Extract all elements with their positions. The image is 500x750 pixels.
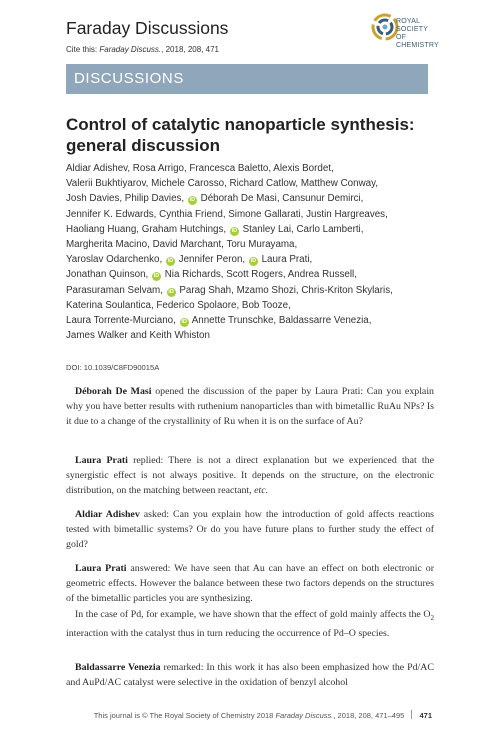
- paragraph-text: opened the discussion of the paper by Laura Prati: Can you explain why you have better results with ruthenium nanoparticles than with bimetallic RuAu NPs? Is it due to a change of the crystallinity of Ru when it is on the surface of Au?: [66, 386, 434, 428]
- author-line: Stanley Lai, Carlo Lamberti,: [239, 223, 364, 235]
- author-line: Déborah De Masi, Cansunur Demirci,: [197, 193, 364, 205]
- paragraph-text: remarked: In this work it has also been emphasized how the Pd/AC and AuPd/AC catalyst were selective in the oxidation of benzyl alcohol: [66, 662, 434, 689]
- author-line: Josh Davies, Philip Davies,: [66, 193, 185, 205]
- paragraph-etc: etc.: [254, 485, 269, 497]
- paragraph-4: [66, 561, 434, 641]
- paragraph-text: In the case of Pd, for example, we have shown that the effect of gold mainly affects the O: [75, 608, 431, 620]
- author-line: Laura Torrente-Murciano,: [66, 315, 176, 327]
- footer-journal: Faraday Discuss.: [275, 711, 334, 720]
- orcid-icon[interactable]: iD: [181, 319, 187, 326]
- footer-divider: [411, 710, 412, 719]
- rsc-logo-text: [396, 18, 439, 50]
- doi[interactable]: DOI: 10.1039/C8FD90015A: [66, 363, 160, 372]
- page-number: 471: [419, 711, 432, 720]
- footer-rest: , 2018, 208, 471–495: [333, 711, 405, 720]
- title-line-1: Control of catalytic nanoparticle synthesis:: [66, 115, 415, 134]
- title-line-2: general discussion: [66, 136, 220, 155]
- orcid-icon[interactable]: iD: [167, 258, 174, 265]
- rsc-logo-line1: ROYAL SOCIETY: [396, 18, 429, 33]
- author-line: Haoliang Huang, Graham Hutchings,: [66, 223, 227, 235]
- author-line: Jonathan Quinson,: [66, 269, 149, 281]
- author-list: [66, 161, 446, 343]
- rsc-logo-line2: OF CHEMISTRY: [396, 34, 439, 49]
- paragraph-3: [66, 507, 434, 553]
- orcid-icon[interactable]: iD: [168, 288, 174, 295]
- orcid-icon[interactable]: iD: [250, 258, 257, 265]
- author-line: James Walker and Keith Whiston: [66, 330, 210, 342]
- paragraph-text: answered: We have seen that Au can have an effect on both electronic or geometric effects. However the balance between these two factors depends on the structures of the bimetallic particles you are synthesizing.: [66, 563, 434, 605]
- paragraph-text: interaction with the catalyst thus in turn reducing the occurrence of Pd–O species.: [66, 627, 390, 639]
- author-line: Valerii Bukhtiyarov, Michele Carosso, Richard Catlow, Matthew Conway,: [66, 178, 378, 190]
- cite-prefix: Cite this:: [66, 45, 98, 54]
- orcid-icon[interactable]: iD: [231, 227, 238, 234]
- orcid-icon[interactable]: iD: [153, 273, 160, 280]
- author-line: Margherita Macino, David Marchant, Toru Murayama,: [66, 239, 298, 251]
- rsc-logo: [370, 10, 439, 50]
- speaker-name: Déborah De Masi: [75, 386, 152, 397]
- paragraph-text: asked: Can you explain how the introduction of gold affects reactions tested with bimetallic systems? Or do you have future plans to further study the effect of gold?: [66, 509, 434, 551]
- author-line: Aldiar Adishev, Rosa Arrigo, Francesca Baletto, Alexis Bordet,: [66, 163, 334, 174]
- author-line: Jennifer K. Edwards, Cynthia Friend, Simone Gallarati, Justin Hargreaves,: [66, 208, 388, 220]
- page-footer: [66, 710, 432, 720]
- cite-rest: , 2018, 208, 471: [161, 45, 219, 54]
- author-line: Katerina Soulantica, Federico Spolaore, Bob Tooze,: [66, 299, 291, 311]
- footer-copyright: This journal is © The Royal Society of Chemistry 2018: [93, 711, 274, 720]
- speaker-name: Laura Prati: [75, 563, 127, 574]
- author-line: Yaroslav Odarchenko,: [66, 254, 163, 266]
- journal-title: Faraday Discussions: [66, 18, 229, 38]
- paragraph-2: [66, 453, 434, 499]
- speaker-name: Baldassarre Venezia: [75, 662, 161, 673]
- author-line: Parasuraman Selvam,: [66, 284, 163, 296]
- article-title: [66, 114, 436, 156]
- author-line: Jennifer Peron,: [175, 254, 246, 266]
- section-banner: DISCUSSIONS: [66, 64, 428, 94]
- paragraph-text: replied: There is not a direct explanation but we experienced that the synergistic effect is not always positive. It depends on the structure, on the electronic distribution, on the matching between reactant,: [66, 455, 434, 497]
- citation: [66, 45, 219, 54]
- cite-journal: Faraday Discuss.: [99, 45, 162, 54]
- author-line: Laura Prati,: [258, 254, 313, 266]
- paragraph-1: [66, 384, 434, 430]
- author-line: Parag Shah, Mzamo Shozi, Chris-Kriton Skylaris,: [176, 284, 393, 296]
- author-line: Annette Trunschke, Baldassarre Venezia,: [189, 315, 372, 327]
- author-line: Nia Richards, Scott Rogers, Andrea Russell,: [161, 269, 357, 281]
- speaker-name: Laura Prati: [75, 455, 128, 466]
- subscript: 2: [430, 613, 434, 622]
- speaker-name: Aldiar Adishev: [75, 509, 140, 520]
- paragraph-5: [66, 660, 434, 690]
- orcid-icon[interactable]: iD: [189, 197, 196, 204]
